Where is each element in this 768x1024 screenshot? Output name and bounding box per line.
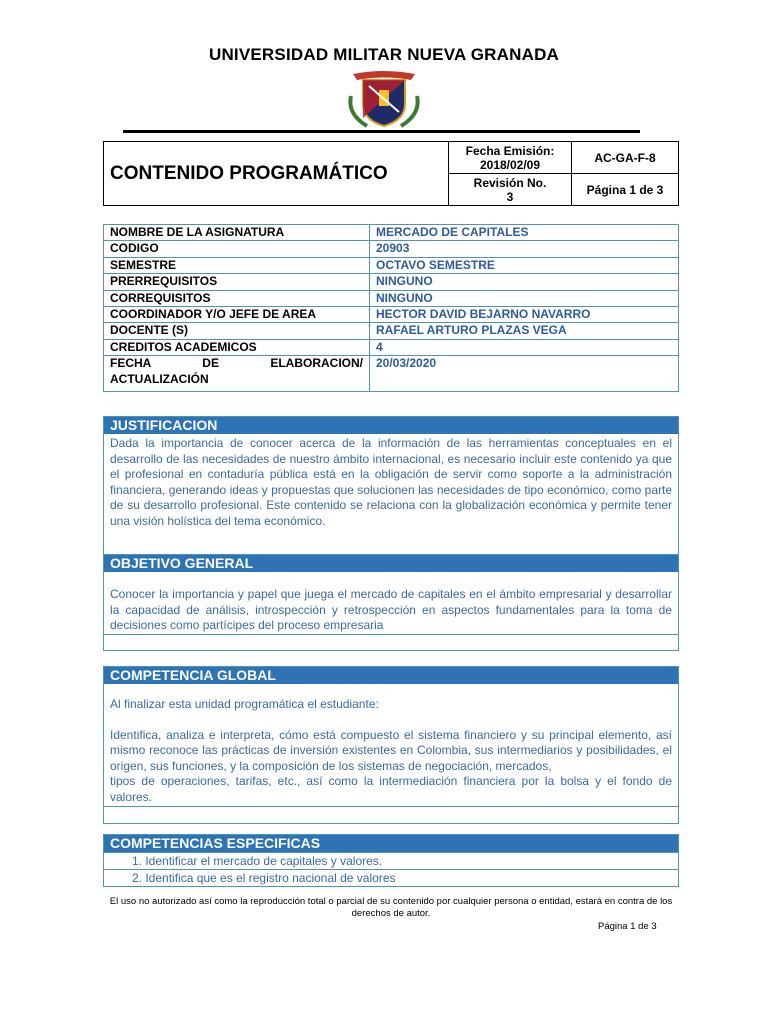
- competencia-intro: Al finalizar esta unidad programática el estudiante:: [110, 697, 379, 711]
- info-row: [104, 258, 678, 274]
- info-label: FECHA DE ELABORACION/ ACTUALIZACIÓN: [104, 356, 370, 391]
- competencia-text-continued: tipos de operaciones, tarifas, etc., así como la intermediación financiera por la bolsa y el fondo de valores.: [110, 774, 672, 804]
- university-crest-logo: [345, 66, 423, 130]
- info-label: PRERREQUISITOS: [104, 274, 370, 289]
- competencia-text: Identifica, analiza e interpreta, cómo está compuesto el sistema financiero y su principal elemento, así mismo reconoce las prácticas de inversión existentes en Colombia, sus intermediarios y posibilidades, el origen, sus funciones, y la composición de los sistemas de negociación, mercados,: [110, 727, 672, 773]
- info-value: HECTOR DAVID BEJARNO NAVARRO: [376, 307, 591, 322]
- info-label: DOCENTE (S): [104, 323, 370, 338]
- objetivo-section: [103, 554, 679, 651]
- info-row: [104, 241, 678, 257]
- issue-date-cell: [449, 142, 572, 174]
- info-label: CODIGO: [104, 241, 370, 256]
- info-row: [104, 340, 678, 356]
- copyright-note: El uso no autorizado así como la reproducción total o parcial de su contenido por cualquier persona o entidad, estará en contra de los derechos de autor.: [109, 896, 673, 919]
- revision-cell: [449, 174, 572, 205]
- competencia-global-section: [103, 666, 679, 824]
- competencia-body: [104, 684, 678, 806]
- document-title: CONTENIDO PROGRAMÁTICO: [104, 142, 449, 205]
- justificacion-section: [103, 416, 679, 556]
- justificacion-text: Dada la importancia de conocer acerca de la información de las herramientas conceptuales en el desarrollo de las necesidades de nuestro ámbito internacional, es necesario incluir este contenido ya que el profesional en contaduría pública está en la obligación de servir como soporte a la administración financiera, generando ideas y propuestas que solucionen las necesidades de tipo económico, como parte de su desarrollo profesional. Este contenido se relaciona con la globalización económica y permite tener una visión holística del tema económico.: [110, 436, 672, 528]
- info-value: 4: [376, 339, 383, 354]
- info-row: [104, 291, 678, 307]
- info-row: [104, 356, 678, 391]
- info-value: RAFAEL ARTURO PLAZAS VEGA: [376, 323, 567, 338]
- info-value: MERCADO DE CAPITALES: [376, 225, 529, 239]
- info-value: 20903: [376, 241, 410, 256]
- info-row: [104, 323, 678, 339]
- list-item: 2. Identifica que es el registro nacional de valores: [104, 869, 678, 886]
- issue-date-value: 2018/02/09: [479, 157, 541, 172]
- document-header-table: [103, 141, 679, 206]
- info-label: SEMESTRE: [104, 258, 370, 273]
- info-row: [104, 274, 678, 290]
- footer-page-number: Página 1 de 3: [598, 921, 657, 932]
- section-heading: COMPETENCIAS ESPECIFICAS: [104, 835, 678, 852]
- revision-label: Revisión No.: [473, 175, 547, 190]
- header-divider: [123, 130, 640, 133]
- info-row: [104, 225, 678, 241]
- info-value: OCTAVO SEMESTRE: [376, 257, 495, 272]
- info-value: 20/03/2020: [376, 356, 437, 371]
- course-info-table: [103, 224, 679, 392]
- info-label: CORREQUISITOS: [104, 291, 370, 306]
- form-code: AC-GA-F-8: [572, 142, 678, 174]
- info-value: NINGUNO: [376, 290, 433, 305]
- info-label: CREDITOS ACADEMICOS: [104, 340, 370, 355]
- empty-row: [104, 634, 678, 650]
- info-label: COORDINADOR Y/O JEFE DE AREA: [104, 307, 370, 322]
- info-value: NINGUNO: [376, 274, 433, 289]
- issue-date-label: Fecha Emisión:: [465, 143, 555, 158]
- revision-value: 3: [506, 189, 514, 204]
- section-heading: OBJETIVO GENERAL: [104, 555, 678, 572]
- objetivo-text: Conocer la importancia y papel que juega el mercado de capitales en el ámbito empresarial y desarrollar la capacidad de análisis, introspección y retrospección en aspectos fundamentales para la toma de decisiones como partícipes del proceso empresaria: [110, 587, 672, 632]
- list-item: 1. Identificar el mercado de capitales y valores.: [104, 852, 678, 869]
- competencias-especificas-section: [103, 834, 679, 887]
- info-label: NOMBRE DE LA ASIGNATURA: [104, 225, 370, 240]
- university-title: UNIVERSIDAD MILITAR NUEVA GRANADA: [208, 45, 560, 64]
- info-row: [104, 307, 678, 323]
- empty-row: [104, 806, 678, 823]
- section-heading: JUSTIFICACION: [104, 417, 678, 434]
- header-page-number: Página 1 de 3: [586, 182, 664, 197]
- section-heading: COMPETENCIA GLOBAL: [104, 667, 678, 684]
